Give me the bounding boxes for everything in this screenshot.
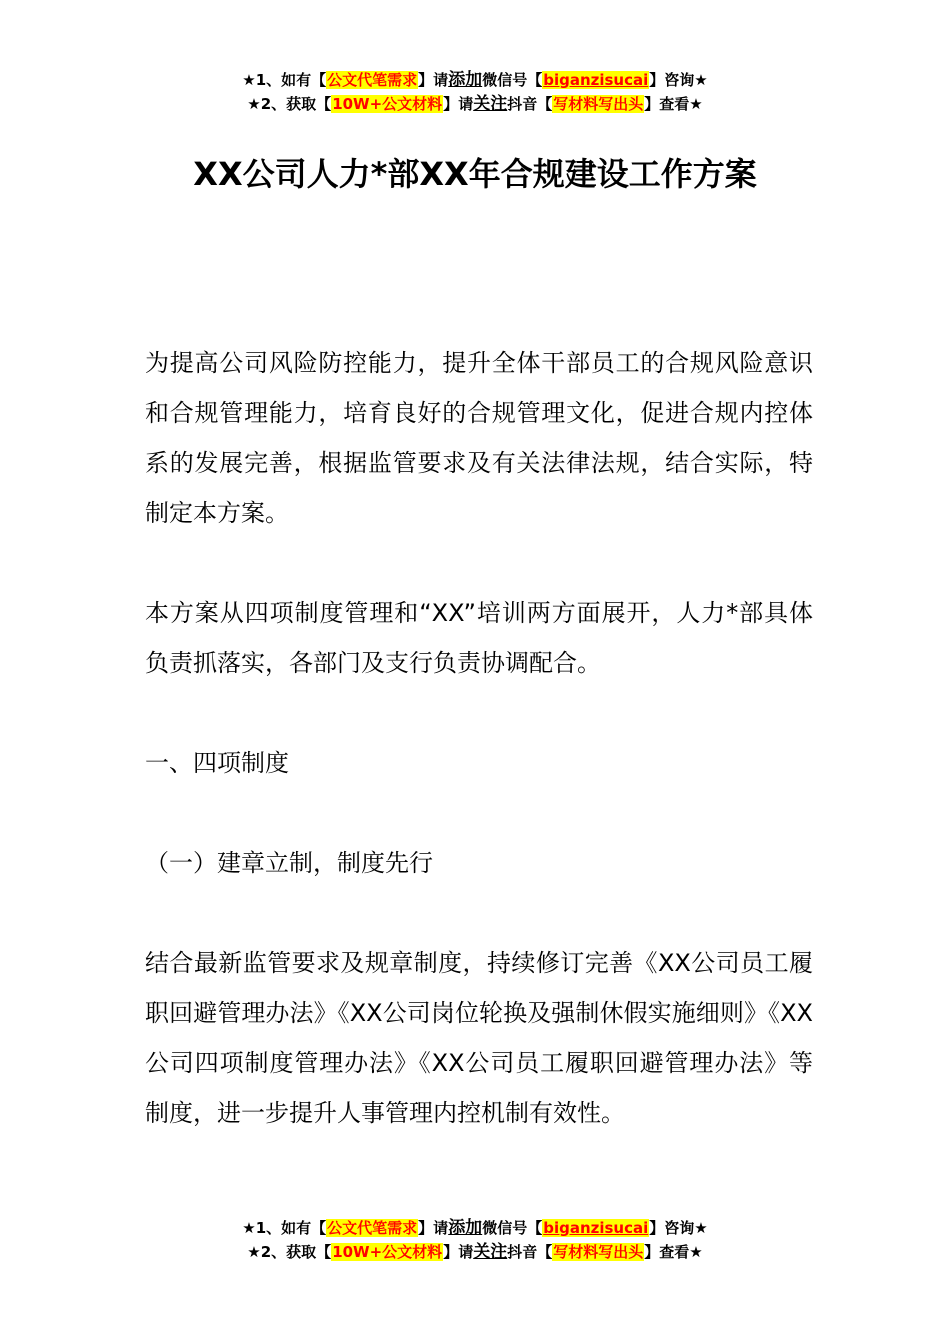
banner-line-1 <box>0 1216 950 1240</box>
banner-highlight-materials: 10W+公文材料 <box>332 1243 443 1261</box>
document-title: XX公司人力*部XX年合规建设工作方案 <box>193 155 757 193</box>
banner-line-1 <box>0 68 950 92</box>
banner-text: 抖音【 <box>507 1243 553 1261</box>
section-heading: 一、四项制度 <box>145 749 289 777</box>
footer-banner <box>0 1216 950 1264</box>
banner-text: 】查看★ <box>644 1243 703 1261</box>
banner-text: 】查看★ <box>644 95 703 113</box>
banner-text: 微信号【 <box>482 71 543 89</box>
banner-text: ★1、如有【 <box>242 71 327 89</box>
banner-text: ★2、获取【 <box>247 95 332 113</box>
banner-text: 】请 <box>443 1243 474 1261</box>
banner-text: 微信号【 <box>482 1219 543 1237</box>
banner-highlight-ghostwriting: 公文代笔需求 <box>327 1219 418 1237</box>
banner-text: 】咨询★ <box>649 1219 708 1237</box>
banner-douyin-account: 写材料写出头 <box>553 1243 644 1261</box>
banner-text: 】请 <box>418 1219 449 1237</box>
banner-text: 】请 <box>443 95 474 113</box>
banner-douyin-account: 写材料写出头 <box>553 95 644 113</box>
banner-wechat-id[interactable]: biganzisucai <box>543 71 649 89</box>
banner-emphasis: 关注 <box>473 94 508 114</box>
banner-highlight-ghostwriting: 公文代笔需求 <box>327 71 418 89</box>
banner-text: 】咨询★ <box>649 71 708 89</box>
banner-wechat-id[interactable]: biganzisucai <box>543 1219 649 1237</box>
banner-text: 抖音【 <box>507 95 553 113</box>
document-body <box>145 338 813 1138</box>
banner-text: 】请 <box>418 71 449 89</box>
banner-emphasis: 添加 <box>448 70 483 90</box>
banner-line-2 <box>0 1240 950 1264</box>
banner-line-2 <box>0 92 950 116</box>
banner-emphasis: 关注 <box>473 1242 508 1262</box>
paragraph-regulations: 结合最新监管要求及规章制度，持续修订完善《XX公司员工履职回避管理办法》《XX公司岗位轮换及强制休假实施细则》《XX公司四项制度管理办法》《XX公司员工履职回避管理办法》等制度，进一步提升人事管理内控机制有效性。 <box>145 949 813 1127</box>
paragraph-intro: 为提高公司风险防控能力，提升全体干部员工的合规风险意识和合规管理能力，培育良好的合规管理文化，促进合规内控体系的发展完善，根据监管要求及有关法律法规，结合实际，特制定本方案。 <box>145 349 813 527</box>
subsection-heading: （一）建章立制，制度先行 <box>145 849 433 877</box>
banner-emphasis: 添加 <box>448 1218 483 1238</box>
banner-text: ★2、获取【 <box>247 1243 332 1261</box>
paragraph-scope: 本方案从四项制度管理和“XX”培训两方面展开，人力*部具体负责抓落实，各部门及支行负责协调配合。 <box>145 599 813 677</box>
header-banner <box>0 68 950 116</box>
banner-highlight-materials: 10W+公文材料 <box>332 95 443 113</box>
banner-text: ★1、如有【 <box>242 1219 327 1237</box>
